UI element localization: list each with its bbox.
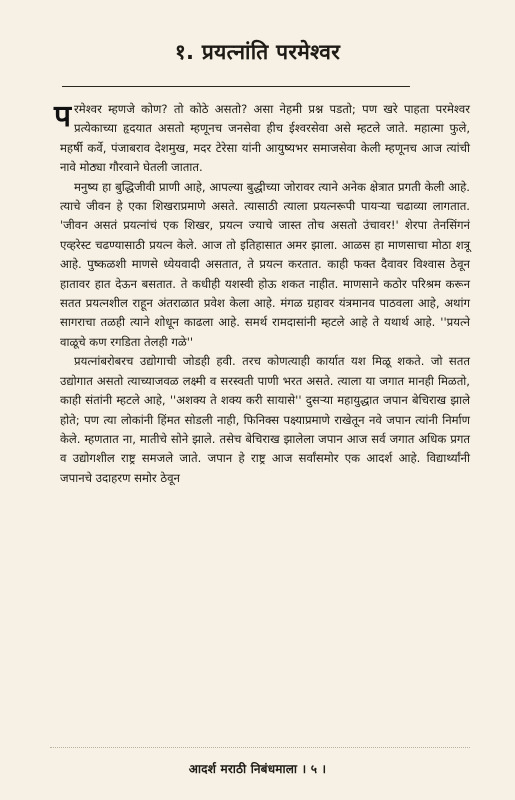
paragraph-1 <box>54 99 470 178</box>
footer-divider <box>50 747 470 748</box>
page-footer: आदर्श मराठी निबंधमाला । ५ । <box>188 762 327 776</box>
page-title: १. प्रयत्नांति परमेश्वर <box>174 40 341 64</box>
drop-cap: प <box>54 99 72 134</box>
essay-body <box>54 99 470 488</box>
title-underline <box>62 86 410 87</box>
paragraph-1-text: रमेश्वर म्हणजे कोण? तो कोठे असतो? असा नेहमी प्रश्न पडतो; पण खरे पाहता परमेश्वर प्रत्येकाच्या हृदयात असतो म्हणूनच जनसेवा हीच ईश्वरसेवा असे म्हटले जाते. महात्मा फुले, महर्षी कर्वे, पंजाबराव देशमुख, मदर टेरेसा यांनी आयुष्यभर समाजसेवा केली म्हणूनच आज त्यांची नावे मोठ्या गौरवाने घेतली जातात. <box>60 102 470 175</box>
paragraph-2: मनुष्य हा बुद्धिजीवी प्राणी आहे, आपल्या बुद्धीच्या जोरावर त्याने अनेक क्षेत्रात प्रगती केली आहे. त्याचे जीवन हे एका शिखराप्रमाणे असते. त्यासाठी त्याला प्रयत्नरूपी पायऱ्या चढाव्या लागतात. 'जीवन असतं प्रयत्नांचं एक शिखर, प्रयत्न ज्याचे जास्त तोच असतो उंचावर!' शेरपा तेनसिंगनं एव्हरेस्ट चढण्यासाठी प्रयत्न केले. आज तो इतिहासात अमर झाला. आळस हा माणसाचा मोठा शत्रू आहे. पुष्कळशी माणसे ध्येयवादी असतात, ते प्रयत्न करतात. काही फक्त दैवावर विश्वास ठेवून हातावर हात देऊन बसतात. ते कधीही यशस्वी होऊ शकत नाहीत. माणसाने कठोर परिश्रम करून सतत प्रयत्नशील राहून अंतराळात प्रवेश केला आहे. मंगळ ग्रहावर यंत्रमानव पाठवला आहे, अथांग सागराचा तळही त्याने शोधून काढला आहे. समर्थ रामदासांनी म्हटले आहे ते यथार्थ आहे. ''प्रयत्ने वाळूचे कण रगडिता तेलही गळे'' <box>60 179 470 349</box>
paragraph-3: प्रयत्नांबरोबरच उद्योगाची जोडही हवी. तरच कोणत्याही कार्यात यश मिळू शकते. जो सतत उद्योगात असतो त्याच्याजवळ लक्ष्मी व सरस्वती पाणी भरत असते. त्याला या जगात मानही मिळतो, काही संतांनी म्हटले आहे, ''अशक्य ते शक्य करी सायासे'' दुसऱ्या महायुद्धात जपान बेचिराख झाले होते; पण त्या लोकांनी हिंमत सोडली नाही, फिनिक्स पक्ष्याप्रमाणे राखेतून नवे जपान त्यांनी निर्माण केले. म्हणतात ना, मातीचे सोने झाले. तसेच बेचिराख झालेला जपान आज सर्व जगात अधिक प्रगत व उद्योगशील राष्ट्र समजले जाते. जपान हे राष्ट्र आज सर्वांसमोर एक आदर्श आहे. विद्यार्थ्यांनी जपानचे उदाहरण समोर ठेवून <box>60 354 470 485</box>
